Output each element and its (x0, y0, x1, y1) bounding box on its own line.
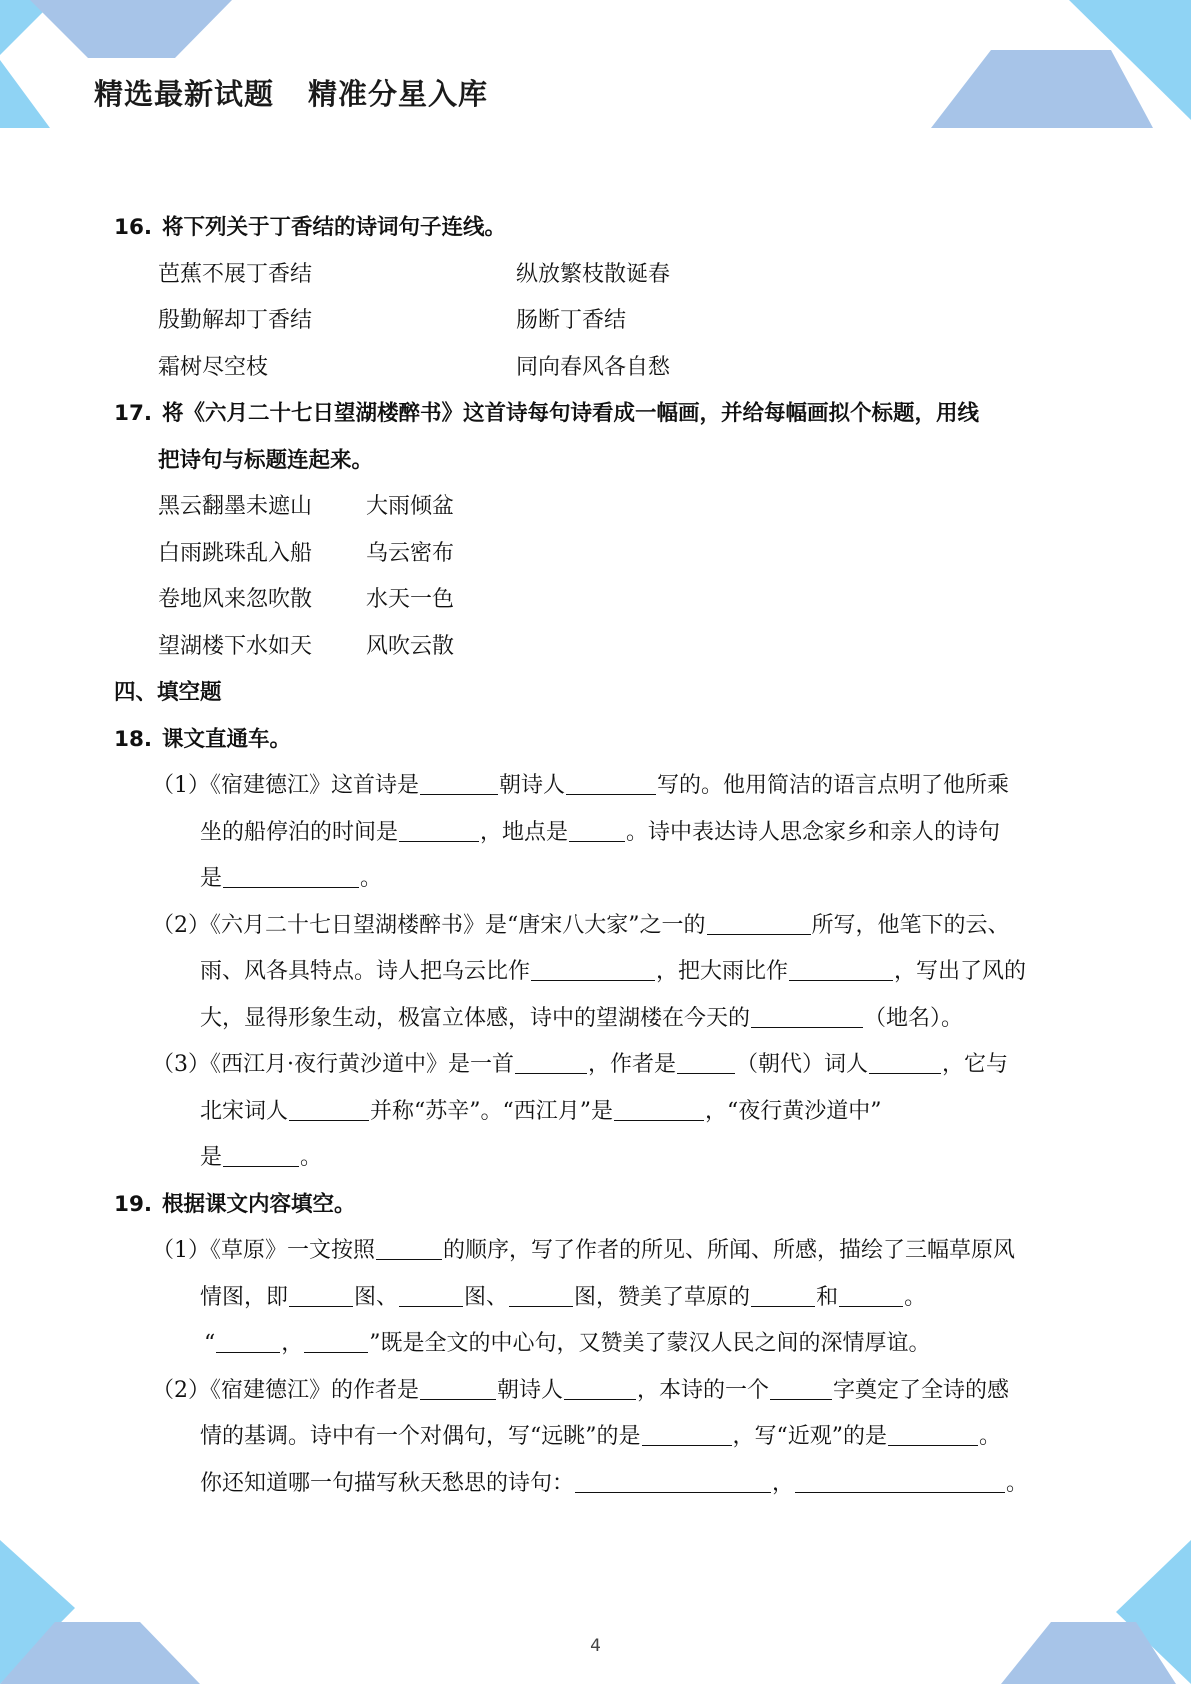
text: （朝代）词人 (736, 1052, 869, 1077)
text: 。诗中表达诗人思念家乡和亲人的诗句 (626, 819, 1001, 845)
q17-prompt-cont (114, 438, 1084, 485)
text: （2）《六月二十七日望湖楼醉书》是“唐宋八大家”之一的 (152, 912, 706, 938)
q17-left-item: 白雨跳珠乱入船 (158, 540, 313, 566)
header-title-part1: 精选最新试题 (94, 77, 275, 111)
text: ，写“近观”的是 (732, 1424, 887, 1449)
q16-right-item: 纵放繁枝散诞春 (516, 261, 671, 287)
text: ，本诗的一个 (637, 1377, 770, 1403)
q16-number: 16. (114, 215, 153, 240)
text: 北宋词人 (200, 1098, 289, 1124)
q16-text: 将下列关于丁香结的诗词句子连线。 (162, 215, 507, 240)
text: 朝诗人 (497, 1377, 564, 1403)
text: 情图，即 (200, 1284, 289, 1310)
header-title (94, 72, 488, 113)
q16-row (114, 252, 1084, 299)
text: 是 (200, 866, 223, 891)
text: 。 (300, 1145, 323, 1170)
text: （1）《宿建德江》这首诗是 (152, 773, 419, 798)
text: （1）《草原》一文按照 (152, 1238, 375, 1263)
q17-left-item: 卷地风来忽吹散 (158, 587, 313, 612)
answer-blank[interactable] (531, 958, 655, 981)
text: 并称“苏辛”。“西江月”是 (370, 1098, 614, 1124)
q17-right-item: 风吹云散 (366, 633, 455, 659)
text: ，写出了风的 (894, 959, 1027, 984)
text: ，它与 (942, 1052, 1009, 1077)
q18-part1-line1 (114, 763, 1084, 810)
text: ”既是全文的中心句，又赞美了蒙汉人民之间的深情厚谊。 (369, 1331, 931, 1356)
q17-left-item: 望湖楼下水如天 (158, 633, 313, 659)
answer-blank[interactable] (642, 1423, 732, 1446)
answer-blank[interactable] (677, 1051, 735, 1074)
text: 的顺序，写了作者的所见、所闻、所感，描绘了三幅草原风 (443, 1238, 1016, 1263)
answer-blank[interactable] (399, 1284, 463, 1307)
q18-number: 18. (114, 726, 153, 752)
q17-row (114, 624, 1084, 671)
text: 图，赞美了草原的 (574, 1284, 751, 1310)
text: 和 (816, 1284, 839, 1310)
text: 你还知道哪一句描写秋天愁思的诗句： (200, 1470, 575, 1496)
answer-blank[interactable] (304, 1330, 368, 1353)
q17-text-line1: 将《六月二十七日望湖楼醉书》这首诗每句诗看成一幅画，并给每幅画拟个标题，用线 (162, 401, 980, 426)
text: 是 (200, 1145, 223, 1170)
answer-blank[interactable] (399, 819, 479, 842)
text: 雨、风各具特点。诗人把乌云比作 (200, 959, 531, 984)
answer-blank[interactable] (839, 1284, 903, 1307)
text: ，地点是 (480, 819, 569, 845)
answer-blank[interactable] (289, 1098, 369, 1121)
text: （地名）。 (864, 1005, 964, 1031)
answer-blank[interactable] (751, 1005, 863, 1028)
q17-row (114, 577, 1084, 624)
answer-blank[interactable] (509, 1284, 573, 1307)
header-right-decoration (931, 0, 1191, 135)
answer-blank[interactable] (564, 1377, 636, 1400)
answer-blank[interactable] (420, 772, 498, 795)
q18-part2-line2 (114, 949, 1084, 996)
text: 。 (979, 1424, 1002, 1449)
q17-row (114, 484, 1084, 531)
answer-blank[interactable] (770, 1377, 832, 1400)
text: 。 (1006, 1470, 1029, 1496)
q19-part2-line1 (114, 1368, 1084, 1415)
answer-blank[interactable] (575, 1470, 771, 1493)
q16-left-item: 霜树尽空枝 (158, 354, 269, 380)
q16-row (114, 345, 1084, 392)
q18-part1-line2 (114, 810, 1084, 857)
answer-blank[interactable] (420, 1377, 496, 1400)
text: ，“夜行黄沙道中” (705, 1098, 882, 1124)
text: “ (204, 1331, 216, 1356)
text: 坐的船停泊的时间是 (200, 819, 399, 845)
exam-content (114, 205, 1084, 1507)
text: ， (281, 1331, 304, 1356)
q18-part1-line3 (114, 856, 1084, 903)
answer-blank[interactable] (566, 772, 656, 795)
q17-text-line2: 把诗句与标题连起来。 (158, 447, 374, 473)
answer-blank[interactable] (569, 819, 625, 842)
q18-part3-line2 (114, 1089, 1084, 1136)
answer-blank[interactable] (515, 1051, 587, 1074)
q17-right-item: 水天一色 (366, 587, 455, 612)
text: 。 (904, 1284, 927, 1310)
q17-prompt (114, 391, 1084, 438)
answer-blank[interactable] (869, 1051, 941, 1074)
text: 。 (360, 866, 383, 891)
q17-number: 17. (114, 401, 153, 426)
text: 图、 (464, 1284, 509, 1310)
q19-part1-line3 (114, 1321, 1084, 1368)
q16-left-item: 芭蕉不展丁香结 (158, 261, 313, 287)
q16-row (114, 298, 1084, 345)
page-number: 4 (590, 1636, 601, 1656)
q19-prompt (114, 1182, 1084, 1229)
q17-left-item: 黑云翻墨未遮山 (158, 494, 313, 519)
q16-right-item: 肠断丁香结 (516, 308, 627, 333)
q16-prompt (114, 205, 1084, 252)
text: 大，显得形象生动，极富立体感，诗中的望湖楼在今天的 (200, 1005, 751, 1031)
q18-part2-line1 (114, 903, 1084, 950)
text: （3）《西江月·夜行黄沙道中》是一首 (152, 1052, 514, 1077)
text: 字奠定了全诗的感 (833, 1377, 1010, 1403)
text: 情的基调。诗中有一个对偶句，写“远眺”的是 (200, 1424, 641, 1449)
answer-blank[interactable] (888, 1423, 978, 1446)
answer-blank[interactable] (376, 1237, 442, 1260)
q18-text: 课文直通车。 (162, 726, 292, 752)
answer-blank[interactable] (223, 1144, 299, 1167)
answer-blank[interactable] (707, 912, 811, 935)
footer-left-decoration (0, 1540, 210, 1684)
text: 图、 (354, 1284, 399, 1310)
text: （2）《宿建德江》的作者是 (152, 1377, 419, 1403)
q19-part1-line2 (114, 1275, 1084, 1322)
q17-row (114, 531, 1084, 578)
answer-blank[interactable] (216, 1330, 280, 1353)
answer-blank[interactable] (789, 958, 893, 981)
q19-part1-line1 (114, 1228, 1084, 1275)
q18-part3-line3 (114, 1135, 1084, 1182)
section-title: 四、填空题 (114, 680, 222, 705)
q18-prompt (114, 717, 1084, 764)
q19-part2-line3 (114, 1461, 1084, 1508)
text: 写的。他用简洁的语言点明了他所乘 (657, 773, 1010, 798)
q19-number: 19. (114, 1191, 153, 1217)
q19-text: 根据课文内容填空。 (162, 1191, 356, 1217)
q16-right-item: 同向春风各自愁 (516, 354, 671, 380)
text: 朝诗人 (499, 773, 566, 798)
answer-blank[interactable] (223, 865, 359, 888)
answer-blank[interactable] (289, 1284, 353, 1307)
header-title-part2: 精准分星入库 (308, 77, 489, 111)
text: ， (772, 1470, 795, 1496)
q16-left-item: 殷勤解却丁香结 (158, 308, 313, 333)
answer-blank[interactable] (751, 1284, 815, 1307)
text: ，作者是 (588, 1052, 677, 1077)
q17-right-item: 乌云密布 (366, 540, 455, 566)
text: 所写，他笔下的云、 (811, 912, 1010, 938)
text: ，把大雨比作 (656, 959, 789, 984)
footer-right-decoration (971, 1540, 1191, 1684)
q18-part2-line3 (114, 996, 1084, 1043)
q17-right-item: 大雨倾盆 (366, 494, 455, 519)
q18-part3-line1 (114, 1042, 1084, 1089)
q19-part2-line2 (114, 1414, 1084, 1461)
answer-blank[interactable] (795, 1470, 1005, 1493)
answer-blank[interactable] (614, 1098, 704, 1121)
